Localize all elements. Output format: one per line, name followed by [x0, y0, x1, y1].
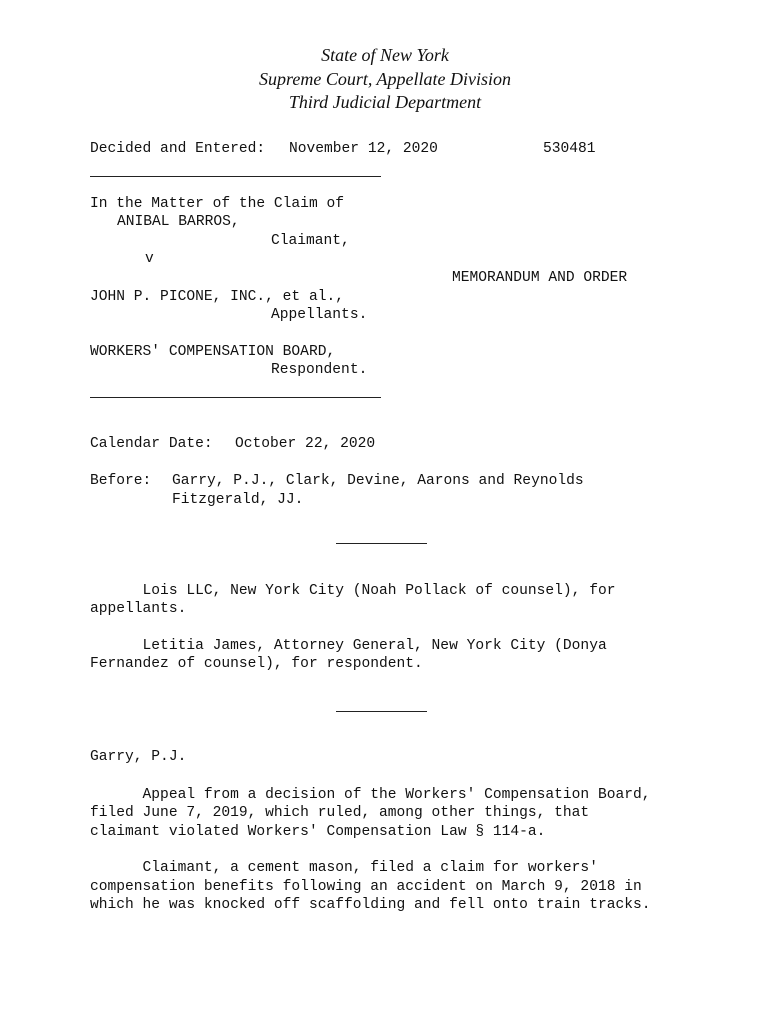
- court-name: Supreme Court, Appellate Division: [259, 68, 511, 89]
- caption-top-rule: [90, 176, 381, 177]
- docket-number: 530481: [543, 141, 596, 157]
- decided-date: November 12, 2020: [289, 141, 438, 157]
- opinion-paragraph-line: Claimant, a cement mason, filed a claim for workers': [90, 860, 598, 876]
- respondent-name: WORKERS' COMPENSATION BOARD,: [90, 344, 336, 360]
- decided-label: Decided and Entered:: [90, 141, 266, 157]
- counsel-appellants-line2: appellants.: [90, 601, 187, 617]
- before-judges-line1: Garry, P.J., Clark, Devine, Aarons and Reynolds: [172, 473, 584, 489]
- respondent-role: Respondent.: [271, 362, 368, 378]
- caption-bottom-rule: [90, 397, 381, 398]
- versus: v: [145, 251, 154, 267]
- calendar-date: October 22, 2020: [235, 436, 376, 452]
- opinion-paragraph-line: which he was knocked off scaffolding and fell onto train tracks.: [90, 897, 651, 913]
- opinion-paragraph-line: claimant violated Workers' Compensation Law § 114-a.: [90, 824, 546, 840]
- court-state: State of New York: [321, 45, 449, 65]
- opinion-paragraph-line: Appeal from a decision of the Workers' Compensation Board,: [90, 787, 651, 803]
- appellants-name: JOHN P. PICONE, INC., et al.,: [90, 289, 344, 305]
- claimant-name: ANIBAL BARROS,: [117, 214, 240, 230]
- before-judges-line2: Fitzgerald, JJ.: [172, 492, 304, 508]
- claimant-role: Claimant,: [271, 233, 350, 249]
- appellants-role: Appellants.: [271, 307, 368, 323]
- section-divider: [336, 543, 427, 544]
- caption-intro: In the Matter of the Claim of: [90, 196, 344, 212]
- counsel-respondent-line1: Letitia James, Attorney General, New York City (Donya: [90, 638, 607, 654]
- opinion-author: Garry, P.J.: [90, 749, 187, 765]
- counsel-appellants-line1: Lois LLC, New York City (Noah Pollack of counsel), for: [90, 583, 616, 599]
- document-type: MEMORANDUM AND ORDER: [452, 270, 628, 286]
- counsel-respondent-line2: Fernandez of counsel), for respondent.: [90, 656, 423, 672]
- court-header: [0, 44, 770, 115]
- section-divider: [336, 711, 427, 712]
- opinion-paragraph-line: compensation benefits following an accident on March 9, 2018 in: [90, 879, 642, 895]
- calendar-label: Calendar Date:: [90, 436, 213, 452]
- court-department: Third Judicial Department: [288, 92, 482, 112]
- before-label: Before:: [90, 473, 152, 489]
- opinion-paragraph-line: filed June 7, 2019, which ruled, among other things, that: [90, 805, 590, 821]
